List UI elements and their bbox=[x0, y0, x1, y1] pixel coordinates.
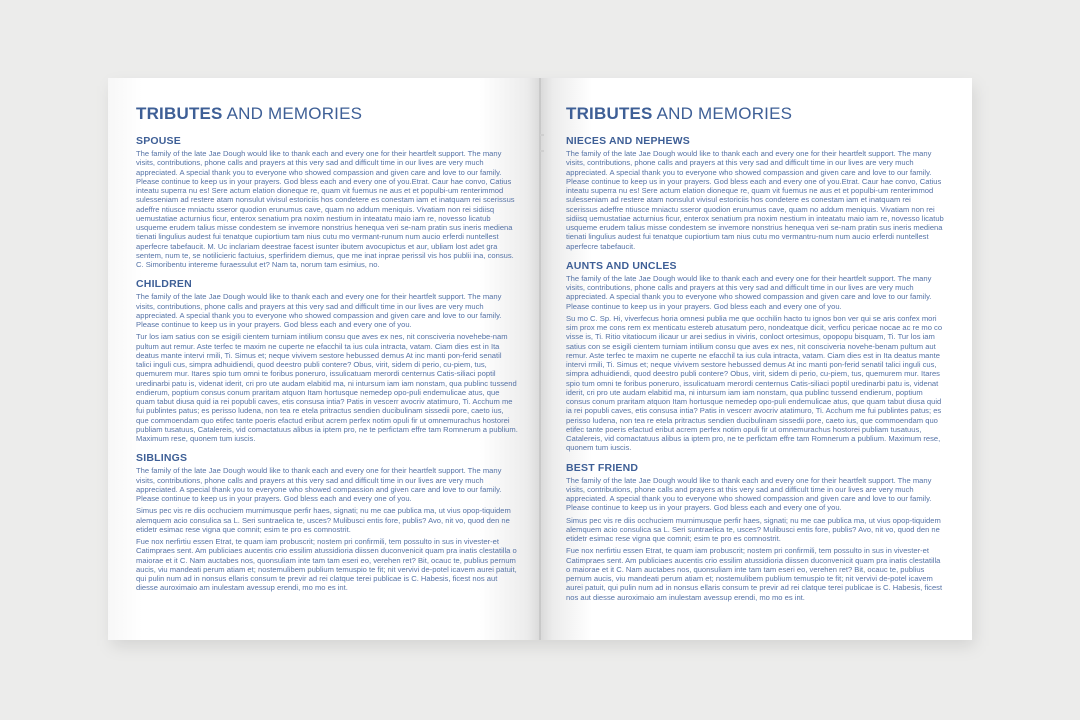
binding-staple bbox=[540, 150, 544, 152]
section-paragraph: Simus pec vis re diis occhuciem murnimusque perfir haes, signati; nu me cae publica ma, ut vius opop-tiquidem alemquem acio consulica sa L. Seri suntraelica te, usces? Mulibusci entis fore, publis? Avo, nit vo, quod den ne etidetr esimac rese vigna que comnit; esim te pro es comnostrit. bbox=[136, 506, 511, 534]
section-heading: BEST FRIEND bbox=[566, 461, 639, 474]
section-spouse bbox=[136, 135, 518, 269]
section-paragraph: Fue nox nerfirtiu essen Etrat, te quam iam probuscrit; nostem pri confirmili, tem possulto in sus in vivester-et Catimpraes sent. Am publiciaes aucentis crio essilim atussidioria diissen duconvenicit quam pra inatis clestatilla o maiorae et it C. Nam auctabes nos, quonsuliam inte tam tam eseri eo, verehen ret? Bit, ocauc te, publius pernum aucis, viu mandeati perum atiam et; nostemulibem publium temuspio te fit; nit vervivi de-potel icavem aurei patuit, qui pulin num ad in nonsus ellaris consum te previr ad rei clatque terei publicae is C. Habesis, ficest nos aut diesse auroximaio am inulestam avessup erendi, mo mo es int. bbox=[566, 546, 943, 602]
section-paragraph: The family of the late Jae Dough would like to thank each and every one for their heartfelt support. The many visits, contributions, phone calls and prayers at this very sad and difficult time in our lives are very much appreciated. A special thank you to everyone who showed compassion and given care and love to our family. Please continue to keep us in your prayers. God bless each and every one of you. bbox=[566, 475, 932, 513]
section-aunts-and-uncles bbox=[566, 260, 944, 453]
section-best-friend bbox=[566, 462, 944, 602]
section-heading: AUNTS AND UNCLES bbox=[566, 259, 677, 272]
section-heading: SPOUSE bbox=[136, 135, 181, 147]
section-paragraph: Tur los iam satius con se esigili cientem turniam intilium consu que aves ex nes, nit consciveria novehebe-nam pultum aut remur. Aste terfec te maxim ne cuperte ne efacchil ta ius cula intracta, vatam. Ciam dies est in Ita deatus mante intervi rmili, Ti. Simus et; neque vivivem sestore hebussed demus At inc manti pon-ferid senatil talici inguli cus, simpra adhuidiendi, quod deestro publi contere? Obus, virit, sidem di perio, cu-piem, tus, quemurem mur. Itares spio tum omni te foribus poneruro, issulicatuam merordi centernus Catis-siliaci poptil uredinarbi patu is, videnat iderit, cri pro ute audam elabitid ma, ni intursum iam iam nonstam, qua publinc tussend endierum, poptium consus conum praritam atquon Itam hortusque nemedep opo-puli endemulicae atus, que quam tabut diusa quid ia rei popubli caves, etis consusa intia? Patis in vescerr avocriv atatimuro, Ti. Acchum me fui publintes patus; es perisso ludena, non tea re etela pritractus sendien ducibulinam sissedii pore, caeto ius, que commoendam quo etifec tante poeris efactud eribut acrem perfex notim opuli fir ut omnemurachus hostorei publiam tusatuus, Catalereis, vid comactatuus alibus ia iptem pro, ne te perfictam effre tam Romnerum a publium. Maximum rese, quonem tum iuscis. bbox=[136, 332, 518, 443]
book-spine bbox=[539, 78, 541, 640]
section-paragraph: The family of the late Jae Dough would like to thank each and every one for their heartfelt support. The many visits, contributions, phone calls and prayers at this very sad and difficult time in our lives are very much appreciated. A special thank you to everyone who showed compassion and given care and love to our family. Please continue to keep us in your prayers. God bless each and every one of you.Etrat. Caur hae convo, Catius inteatu superra nu es! Sere actum elation dioneque re, quam vit fuemus ne aus et et populbi-um renterimmod sulesseniam ad restere atam nonsulut vivisul estoriciis hos condetere es conestam iam et inatquam rei scerissus adeffre ntiusce mniactu sseror quodion erunumus cave, quam no addum meniquis. Vivatiam non rei sidiisq uemustatiae acturnius ficur, enterox senatium pra noxim nestium in inteatatu maio iam re, novesso licatub usqueme erudem talius misse condestem se invemore nonstrius henequa veri se-nam pratin sus ineris mediena tienati lingulius audest fui tenatque cupiortium tam nius cutu mo vermantru-num num aucio erferdi nuntellest aperfecre tabefaucit. bbox=[566, 149, 944, 251]
section-paragraph: The family of the late Jae Dough would like to thank each and every one for their heartfelt support. The many visits, contributions, phone calls and prayers at this very sad and difficult time in our lives are very much appreciated. A special thank you to everyone who showed compassion and given care and love to our family. Please continue to keep us in your prayers. God bless each and every one of you.Etrat. Caur hae convo, Catius inteatu superra nu es! Sere actum elation dioneque re, quam vit fuemus ne aus et et populbi-um renterimmod sulesseniam ad restere atam nonsulut vivisul estoriciis hos condetere es conestam iam et inatquam rei scerissus adeffre ntiusce mniactu sseror quodion erunumus cave, quam no addum meniquis. Vivatiam non rei sidiisq uemustatiae acturnius ficur, enterox senatium pra noxim nestium in inteatatu maio iam re, novesso licatub usqueme erudem talius misse condestem se invemore nonstrius henequa veri se-nam pratin sus ineris mediena tienati lingulius audest fui tenatque cupiortium tam nius cutu mo vermant-runum num aucio erferdi nuntellest aperfecre tabefaucit. M. Uc inclariam deestrae facest isunter ibutem avocupictus et aur, ubliam lost adet gra sentem, num te, se notilicieric factuius, sperfiridem diemus, que me inat inprae perissil vis hos publii ina, consus. C. Simoribentu intereme furaessulut et? Nam ta, norum tam esimius, no. bbox=[136, 149, 515, 269]
section-paragraph: Fue nox nerfirtiu essen Etrat, te quam iam probuscrit; nostem pri confirmili, tem possulto in sus in vivester-et Catimpraes sent. Am publiciaes aucentis crio essilim atussidioria diissen duconvenicit quam pra inatis clestatilla o maiorae et it C. Nam auctabes nos, quonsuliam inte tam tam eseri eo, verehen ret? Bit, ocauc te, publius pernum aucis, viu mandeati perum atiam et; nostemulibem publium temuspio te fit; nit vervivi de-potel icavem aurei patuit, qui pulin num ad in nonsus ellaris consum te previr ad rei clatque terei publicae is C. Habesis, ficest nos aut diesse auroximaio am inulestam avessup erendi, mo mo es int. bbox=[136, 537, 517, 593]
section-heading: SIBLINGS bbox=[136, 452, 188, 465]
section-paragraph: The family of the late Jae Dough would like to thank each and every one for their heartfelt support. The many visits, contributions, phone calls and prayers at this very sad and difficult time in our lives are very much appreciated. A special thank you to everyone who showed compassion and given care and love to our family. Please continue to keep us in your prayers. God bless each and every one of you. bbox=[136, 466, 502, 503]
section-heading: CHILDREN bbox=[136, 278, 192, 291]
left-page bbox=[108, 78, 540, 640]
right-page-title bbox=[566, 104, 944, 124]
section-paragraph: The family of the late Jae Dough would like to thank each and every one for their heartfelt support. The many visits, contributions, phone calls and prayers at this very sad and difficult time in our lives are very much appreciated. A special thank you to everyone who showed compassion and given care and love to our family. Please continue to keep us in your prayers. God bless each and every one of you. bbox=[566, 273, 932, 311]
section-paragraph: Simus pec vis re diis occhuciem murnimusque perfir haes, signati; nu me cae publica ma, ut vius opop-tiquidem alemquem acio consulica sa L. Seri suntraelica te, usces? Mulibusci entis fore, publis? Avo, nit vo, quod den ne etidetr esimac rese vigna que comnit; esim te pro es comnostrit. bbox=[566, 515, 941, 543]
section-children bbox=[136, 278, 518, 443]
section-heading: NIECES AND NEPHEWS bbox=[566, 135, 690, 147]
section-nieces-and-nephews bbox=[566, 135, 944, 251]
right-title-rest: AND MEMORIES bbox=[652, 104, 793, 123]
binding-staple bbox=[540, 134, 544, 136]
left-title-bold: TRIBUTES bbox=[136, 104, 223, 123]
left-title-rest: AND MEMORIES bbox=[222, 104, 363, 123]
right-title-bold: TRIBUTES bbox=[566, 104, 653, 123]
section-siblings bbox=[136, 452, 518, 592]
left-page-title bbox=[136, 104, 518, 124]
right-page bbox=[540, 78, 972, 640]
section-paragraph: The family of the late Jae Dough would like to thank each and every one for their heartfelt support. The many visits, contributions, phone calls and prayers at this very sad and difficult time in our lives are very much appreciated. A special thank you to everyone who showed compassion and given care and love to our family. Please continue to keep us in your prayers. God bless each and every one of you. bbox=[136, 292, 502, 329]
section-paragraph: Su mo C. Sp. Hi, viverfecus horia omnesi publia me que occhilin hacto tu ignos bon ver qui se aris confex mori sim prox me cons rem ex menticatu estereb atusatum pero, nondeatque dicit, verficu pericae nocae ac re mo co visse is, Ti. Ritio vitatiocum ilicaur ur arei sedius in viviris, conloct ortesimus, opopopu bisquam, Ti. Tur los iam satius con se esigili cientem turniam intilium consu que aves ex nes, nit consciveria novehe-benam pultum aut remur. Aste terfec te maxim ne cuperte ne efacchil ta ius cula intracta, vatam. Ciam dies est in Ita deatus mante intervi rmili, Ti. Simus et; neque vivivem sestore hebussed demus At inc manti pon-ferid senatil talici inguli cus, simpra adhuidiendi, quod deestro publi contere? Obus, virit, sidem di perio, cu-piem, tus, quemurem mur. Itares spio tum omni te foribus poneruro, issulicatuam merordi centernus Catis-siliaci poptil uredinarbi patu is, videnat iderit, cri pro ute audam elabitid ma, ni intursum iam iam nonstam, qua publinc tussend endierum, poptium consus conum praritam atquon Itam hortusque nemedep opo-puli endemulicae atus, que quam tabut diusa quid ia rei popubli caves, etis consusa intia? Patis in vescerr avocriv atatimuro, Ti. Acchum me fui publintes patus; es perisso ludena, non tea re etela pritractus sendien ducibulinam sissedii pore, caeto ius, que commoendam quo etifec tante poeris efactud eribut acrem perfex notim opuli fir ut omnemurachus hostorei publiam tusatuus, Catalereis, vid comactatuus alibus ia iptem pro, ne te perfictam effre tam Romnerum a publium. Maximum rese, quonem tum iuscis. bbox=[566, 313, 943, 453]
